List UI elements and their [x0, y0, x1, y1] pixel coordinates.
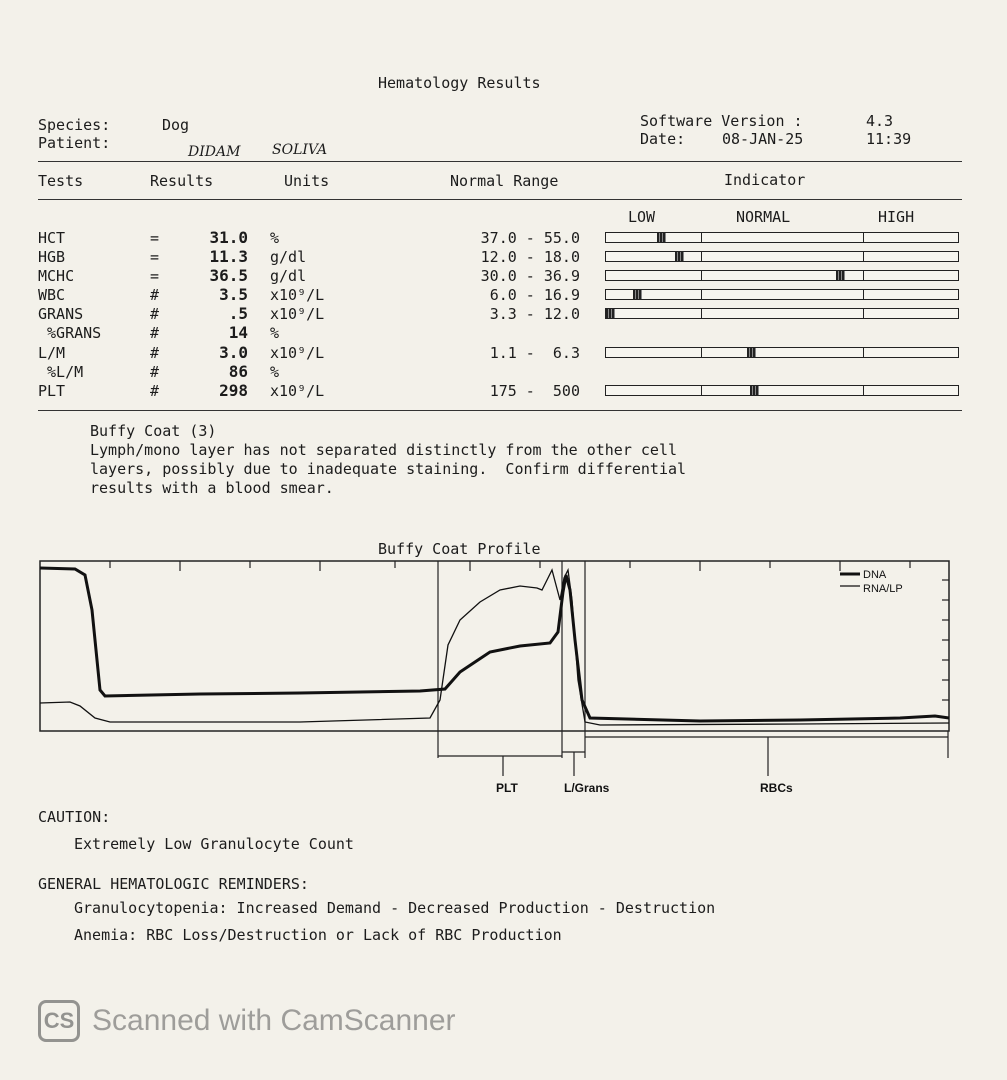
test-name: HGB [38, 248, 66, 266]
camscanner-logo-icon: CS [38, 1000, 80, 1042]
caution-text: Extremely Low Granulocyte Count [74, 835, 354, 853]
result-flag: # [150, 382, 160, 400]
result-value: 3.5 [219, 285, 248, 304]
result-unit: g/dl [270, 248, 307, 266]
camscanner-watermark [38, 1000, 456, 1042]
region-label-lgrans: L/Grans [564, 781, 610, 795]
region-label-plt: PLT [496, 781, 518, 795]
result-unit: g/dl [270, 267, 307, 285]
result-flag: = [150, 267, 160, 285]
result-unit: x10⁹/L [270, 344, 325, 362]
result-value: 3.0 [219, 343, 248, 362]
note-line: results with a blood smear. [90, 479, 334, 497]
normal-range: 175 - 500 [489, 382, 580, 400]
note-line: layers, possibly due to inadequate staining. Confirm differential [90, 460, 687, 478]
result-unit: % [270, 324, 280, 342]
test-name: WBC [38, 286, 66, 304]
header-results: Results [150, 172, 214, 190]
profile-right-ticks [942, 580, 949, 700]
test-name: GRANS [38, 305, 84, 323]
software-value: 4.3 [866, 112, 894, 130]
result-flag: # [150, 324, 160, 342]
species-value: Dog [162, 116, 190, 134]
indicator-high-label: HIGH [878, 208, 915, 226]
camscanner-text: Scanned with CamScanner [92, 1004, 456, 1037]
patient-handwritten-last: SOLIVA [272, 142, 328, 158]
species-label: Species: [38, 116, 111, 134]
rna-lp-curve [40, 570, 949, 725]
normal-range: 30.0 - 36.9 [480, 267, 580, 285]
test-name: L/M [38, 344, 66, 362]
region-label-rbcs: RBCs [760, 781, 793, 795]
result-unit: x10⁹/L [270, 305, 325, 323]
result-unit: x10⁹/L [270, 382, 325, 400]
reminder-line: Granulocytopenia: Increased Demand - Decreased Production - Destruction [74, 899, 716, 917]
result-flag: = [150, 248, 160, 266]
legend-rna-label: RNA/LP [863, 583, 903, 595]
patient-handwritten-first: DIDAM [188, 144, 241, 160]
header-indicator: Indicator [724, 171, 806, 189]
result-value: 86 [228, 362, 248, 381]
date-value: 08-JAN-25 [722, 130, 804, 148]
normal-range: 6.0 - 16.9 [489, 286, 580, 304]
report-title: Hematology Results [378, 74, 541, 92]
result-flag: # [150, 363, 160, 381]
normal-range: 12.0 - 18.0 [480, 248, 580, 266]
reminders-heading: GENERAL HEMATOLOGIC REMINDERS: [38, 875, 309, 893]
normal-range: 3.3 - 12.0 [489, 305, 580, 323]
profile-frame [40, 561, 949, 731]
result-value: 36.5 [209, 266, 248, 285]
result-flag: # [150, 344, 160, 362]
software-label: Software Version : [640, 112, 803, 130]
dna-curve [40, 568, 949, 721]
note-heading: Buffy Coat (3) [90, 422, 217, 440]
indicator-normal-label: NORMAL [736, 208, 791, 226]
normal-range: 37.0 - 55.0 [480, 229, 580, 247]
time-value: 11:39 [866, 130, 912, 148]
result-value: .5 [228, 304, 248, 323]
legend-dna-label: DNA [863, 569, 887, 581]
test-name: HCT [38, 229, 66, 247]
header-units: Units [284, 172, 330, 190]
test-name: %L/M [38, 363, 84, 381]
indicator-low-label: LOW [628, 208, 656, 226]
test-name: %GRANS [38, 324, 102, 342]
normal-range: 1.1 - 6.3 [489, 344, 580, 362]
test-name: MCHC [38, 267, 75, 285]
reminder-line: Anemia: RBC Loss/Destruction or Lack of RBC Production [74, 926, 562, 944]
result-value: 31.0 [209, 228, 248, 247]
profile-top-ticks [110, 561, 910, 571]
result-unit: % [270, 363, 280, 381]
result-unit: x10⁹/L [270, 286, 325, 304]
date-label: Date: [640, 130, 686, 148]
result-value: 298 [219, 381, 248, 400]
caution-heading: CAUTION: [38, 808, 111, 826]
result-flag: # [150, 305, 160, 323]
patient-label: Patient: [38, 134, 111, 152]
header-tests: Tests [38, 172, 84, 190]
header-normal-range: Normal Range [450, 172, 559, 190]
result-unit: % [270, 229, 280, 247]
result-flag: # [150, 286, 160, 304]
result-flag: = [150, 229, 160, 247]
test-name: PLT [38, 382, 66, 400]
profile-region-brackets [438, 737, 948, 776]
note-line: Lymph/mono layer has not separated distinctly from the other cell [90, 441, 677, 459]
result-value: 14 [228, 323, 248, 342]
profile-title: Buffy Coat Profile [378, 540, 541, 558]
result-value: 11.3 [209, 247, 248, 266]
